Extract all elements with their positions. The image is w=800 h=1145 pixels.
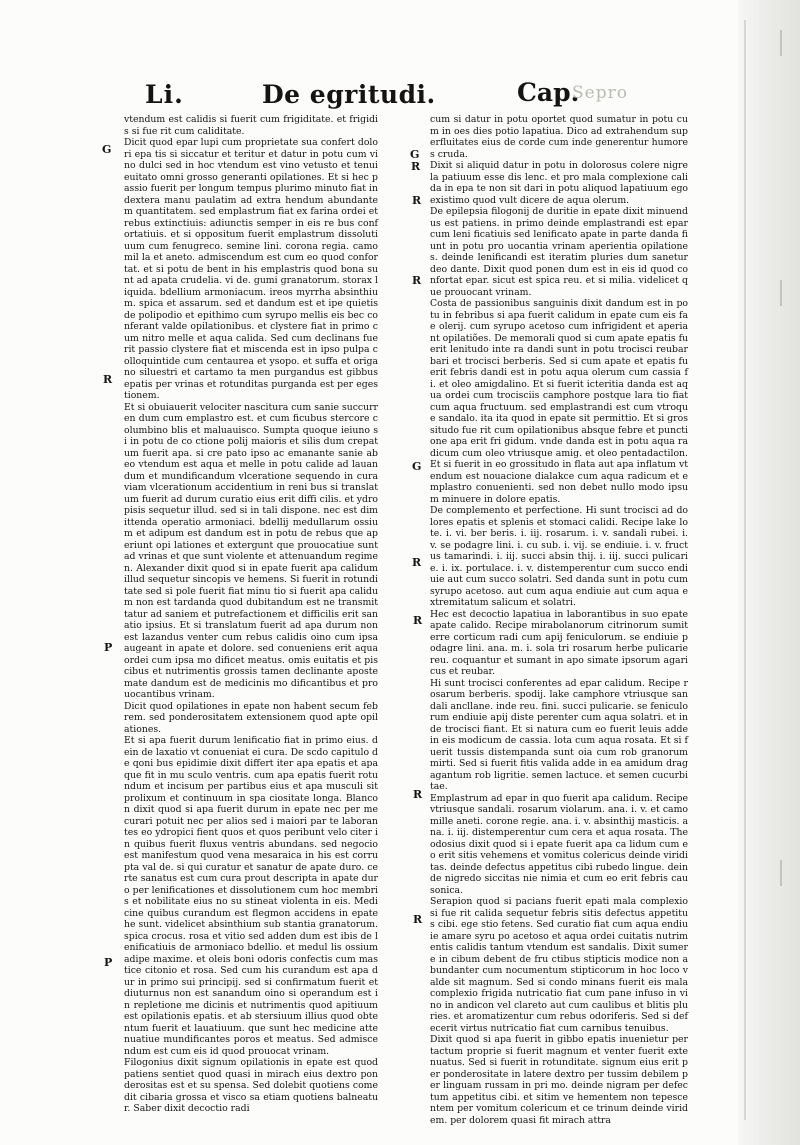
- text-paragraph: De epilepsia filogonij de duritie in epate dixit minuendus est patiens. in primo deinde emplastrandi est epar cum leni ficatiuis sed lenificato apate in parte danda fiunt in potu pro uocantia vrinam aperientia opilationes. deinde lenificandi est iteratim pluries dum sanetur deo dante. Dixit quod ponen dum est in eis id quod confortat epar. sicut est spica reu. et si milia. videlicet que prouocant vrinam.: [430, 206, 688, 298]
- chapter-label: Cap.: [517, 78, 580, 107]
- margin-letter: R: [103, 373, 113, 386]
- bleed-through-text: Sepro: [572, 83, 628, 103]
- margin-letter: R: [412, 194, 422, 207]
- page-margin-strip: [738, 0, 800, 1145]
- margin-letter: R: [412, 274, 422, 287]
- margin-letter: P: [104, 641, 113, 654]
- text-paragraph: Dicit quod opilationes in epate non habent secum febrem. sed ponderositatem extensionem quod apte opilationes.: [124, 700, 378, 735]
- margin-letter: G: [410, 148, 420, 161]
- text-paragraph: Hi sunt trocisci conferentes ad epar calidum. Recipe rosarum berberis. spodij. lake camphore vtriusque sandali ancllane. inde reu. fini. succi pulicarie. se feniculorum endiuie apij diste perenter cum aqua solatri. et inde trocisci fiant. Et si natura cum eo fuerit leuis adde in eis modicum de cassia. lota cum aqua rosata. Et si fuerit tussis distempanda sunt oia cum rob granorum mirti. Sed si fuerit fitis valida adde in ea amidum dragagantum rob ligritie. semen lactuce. et semen cucurbitae.: [430, 677, 688, 792]
- text-paragraph: Costa de passionibus sanguinis dixit dandum est in potu in febribus si apa fuerit calidum in epate cum eis fae olerij. cum syrupo acetoso cum infrigident et aperiant opilatiões. De memorali quod si cum apate epatis fuerit lenitudo inte ra dandi sunt in potu trocisci reubarbari et trocisci berberis. Sed si cum apate et epatis fuerit febris dandi est in potu aqua olerum cum cassia fi. et oleo amigdalino. Et si fuerit icteritia danda est aqua ordei cum trocisciis camphore postque lara tio fiat cum aqua fructuum. sed emplastrandi est cum vtroque sandalo. ita ita quod in epate sit permittio. Et si grossitudo fue rit cum opilationibus absque febre et punctione apa erit fri gidum. vnde danda est in potu aqua radicum cum oleo vtriusque amig. et oleo pentadactilon. Et si fuerit in eo grossitudo in flata aut apa inflatum vtendum est nouacione dialakce cum aqua radicum et emplastro conuenienti. sed non debet nullo modo ipsum minuere in dolore epatis.: [430, 298, 688, 505]
- binding-mark: [772, 280, 782, 306]
- margin-letter: R: [413, 614, 423, 627]
- text-paragraph: vtendum est calidis si fuerit cum frigiditate. et frigidis si fue rit cum caliditate.: [124, 114, 378, 137]
- margin-letter: R: [412, 556, 422, 569]
- text-paragraph: Dixit quod si apa fuerit in gibbo epatis inuenietur per tactum proprie si fuerit magnum et venter fuerit extenuatus. Sed si fuerit in rotunditate. signum eius erit per ponderositate in latere dextro per tussim debilem per linguam russam in pri mo. deinde nigram per defectum appetitus cibi. et sitim ve hementem non tepescentem per vomitum colericum et ce trinum deinde viridem. per dolorem quasi fit mirach attra: [430, 1034, 688, 1126]
- text-paragraph: Hec est decoctio lapatiua in laborantibus in suo epate apate calido. Recipe mirabolanorum citrinorum sumiterre corticum radi cum apij feniculorum. se endiuie podagre lini. ana. m. i. sola tri rosarum herbe pulicarie reu. coquantur et sumant in apo simate ipsorum agaricus et reubar.: [430, 608, 688, 677]
- margin-letter: R: [411, 160, 421, 173]
- text-paragraph: Dixit si aliquid datur in potu in dolorosus colere nigre la patiuum esse dis lenc. et pro mala complexione calida in epa te non sit dari in potu aliquod lapatiuum ego existimo quod vult dicere de aqua olerum.: [430, 160, 688, 206]
- binding-mark: [772, 860, 782, 886]
- text-paragraph: De complemento et perfectione. Hi sunt trocisci ad do lores epatis et splenis et stomaci calidi. Recipe lake lote. i. vi. ber beris. i. iij. rosarum. i. v. sandali rubei. i. v. se podagre lini. i. cu sub. i. vij. se endiuie. i. v. fructus tamarindi. i. iij. succi absin thij. i. iij. succi pulicarie. i. ix. portulace. i. v. distemperentur cum succo endiuie aut cum succo solatri. Sed danda sunt in potu cum syrupo acetoso. aut cum aqua endiuie aut cum aqua extremitatum salicum et solatri.: [430, 505, 688, 608]
- margin-letter: R: [413, 913, 423, 926]
- text-paragraph: Et si apa fuerit durum lenificatio fiat in primo eius. dein de laxatio vt conueniat ei cura. De scdo capitulo de qoni bus epidimie dixit differt iter apa epatis et apa que fit in mu sculo ventris. cum apa epatis fuerit rotundum et incisum per partibus eius et apa musculi sit prolixum et continuum in spa ciositate longa. Blancon dixit quod si apa fuerit durum in epate nec per me curari potuit nec per alios sed i maiori par te laborantes eo ydropici fient quos et quos peribunt velo citer in quibus fuerit fluxus ventris abundans. sed negocio est manifestum quod vena mesaraica in his est corrupta val de. si qui curatur et sanatur de apate duro. certe sanatus est cum cura prout descripta in apate duro per lenificationes et dissolutionem cum hoc membris et nobilitate eius no su stineat violenta in eis. Medicine quibus curandum est flegmon accidens in epate he sunt. videlicet absinthium sub stantia granatorum. spica crocus. rosa et vitio sed adden dum est ibis de lenificatiuis de armoniaco bdellio. et medul lis ossium adipe maxime. et oleis boni odoris confectis cum mastice citonio et rosa. Sed cum his curandum est apa dur in primo sui principij. sed si confirmatum fuerit et diuturnus non est sanandum oino si operandum est in repletione me dicinis et nutrimentis quod apitiuum est opilationis epatis. et ab stersiuum illius quod obtentum fuerit et lauatiuum. que sunt hec medicine attenuatiue mundificantes poros et meatus. Sed admiscendum est cum eis id quod prouocat vrinam.: [124, 735, 378, 1057]
- text-paragraph: Filogonius dixit signum opilationis in epate est quod patiens sentiet quod quasi in mirach eius dextro ponderositas est et su spensa. Sed dolebit quotiens comedit cibaria grossa et visco sa etiam quotiens balneatur. Saber dixit decoctio radi: [124, 1057, 378, 1114]
- text-paragraph: Emplastrum ad epar in quo fuerit apa calidum. Recipe vtriusque sandali. rosarum violarum. ana. i. v. et camomille aneti. corone regie. ana. i. v. absinthij masticis. ana. i. iij. distemperentur cum cera et aqua rosata. Theodosius dixit quod si i epate fuerit apa ca lidum cum eo erit sitis vehemens et vomitus colericus deinde viriditas. deinde defectus appetitus cibi rubedo lingue. deinde nigredo siccitas nie nimia et cum eo erit febris causonica.: [430, 792, 688, 896]
- margin-letter: G: [102, 143, 112, 156]
- text-paragraph: Et si obuiauerit velociter nascitura cum sanie succurren dum cum emplastro est. et cum ficubus stercore columbino blis et maluauisco. Sumpta quoque ieiuno si in potu de co ctione polij maioris et silis dum crepatum fuerit apa. si cre pato ipso ac emanante sanie ab eo vtendum est aqua et melle in potu calide ad lauandum et mundificandum vlceratione sequendo in cura viam vlcerationum accidentium in reni bus si translatum fuerit ad durum curatio eius erit diffi cilis. et ydropisis sequetur illud. sed si in tali dispone. nec est dimittenda operatio armoniaci. bdellij medullarum ossium et adipum est dandum est in potu de rebus que aperiunt opi lationes et extergunt que prouocatiue sunt ad vrinas et que sunt violente et attenuandum regimen. Alexander dixit quod si in epate fuerit apa calidum illud sequetur sincopis ve hemens. Si fuerit in rotunditate sed si pole fuerit fiat minu tio si fuerit apa calidum non est tardanda quod dubitandum est ne transmittatur ad saniem et putrefactionem et difficilis erit sanatio ipsius. Et si translatum fuerit ad apa durum non est lazandus venter cum rebus calidis oino cum ipsa augeant in apate et dolore. sed conueniens erit aqua ordei cum ipsa mo dificet meatus. omis euitatis et piscibus et nutrimentis grossis tamen declinante apostemate dandum est de medicinis mo dificantibus et prouocantibus vrinam.: [124, 401, 378, 700]
- text-paragraph: Serapion quod si pacians fuerit epati mala complexio si fue rit calida sequetur febris sitis defectus appetitus cibi. ege stio fetens. Sed curatio fiat cum aqua endiuie amare syru po acetoso et aqua ordei cuitatis nutrimentis calidis tantum vtendum est sandalis. Dixit sumere in cibum debent de fru ctibus stipticis modice non abundanter cum nocumentum stipticorum in hoc loco valde sit magnum. Sed si condo minans fuerit eis mala complexio frigida nutricatio fiat cum pane infuso in vino in andicon vel clareto aut cum caulibus et blitis pluries. et aromatizentur cum rebus odoriferis. Sed si defecerit virtus nutricatio fiat cum carnibus tenuibus.: [430, 896, 688, 1034]
- text-paragraph: Dicit quod epar lupi cum proprietate sua confert dolori epa tis si siccatur et teritur et datur in potu cum vino dulci sed in hoc vtendum est vino vetusto et tenui euitato omni grosso generanti opilationes. Et si hec passio fuerit per longum tempus plurimo minuto fiat in dextera manu paulatim ad extra hendum abundantem quantitatem. sed emplastrum fiat ex farina ordei et rebus extinctiuis: adiunctis semper in eis re bus confortatiuis. et si oppositum fuerit emplastrum dissolutiuum cum fenugreco. semine lini. corona regia. camomil la et aneto. admiscendum est cum eo quod confortat. et si potu de bent in his emplastris quod bona sunt ad apata crudelia. vi de. gumi granatorum. storax liquida. bdellium armoniacum. ireos myrrha absinthium. spica et assarum. sed et dandum est et ipe quietis de polipodio et epithimo cum syrupo mellis eis bec conferant valde opilationibus. et clystere fiat in primo cum nitro melle et aqua calida. Sed cum declinans fuerit passio clystere fiat et miscenda est in ipso pulpa colloquintide cum centaurea et ysopo. et suffa et origano siluestri et cartamo ta men purgandus est gibbus epatis per vrinas et rotunditas purganda est per egestionem.: [124, 137, 378, 401]
- left-text-column: [124, 114, 378, 1115]
- running-title: De egritudi.: [262, 80, 436, 109]
- page-fold-line: [744, 20, 746, 1120]
- margin-letter: G: [412, 460, 422, 473]
- right-text-column: [430, 114, 688, 1126]
- text-paragraph: cum si datur in potu oportet quod sumatur in potu cum in oes dies potio lapatiua. Dico ad extrahendum superfluitates eius de corde cum inde generentur humores cruda.: [430, 114, 688, 160]
- book-number: Li.: [145, 80, 184, 109]
- margin-letter: R: [413, 788, 423, 801]
- binding-mark: [772, 30, 782, 56]
- margin-letter: P: [104, 956, 113, 969]
